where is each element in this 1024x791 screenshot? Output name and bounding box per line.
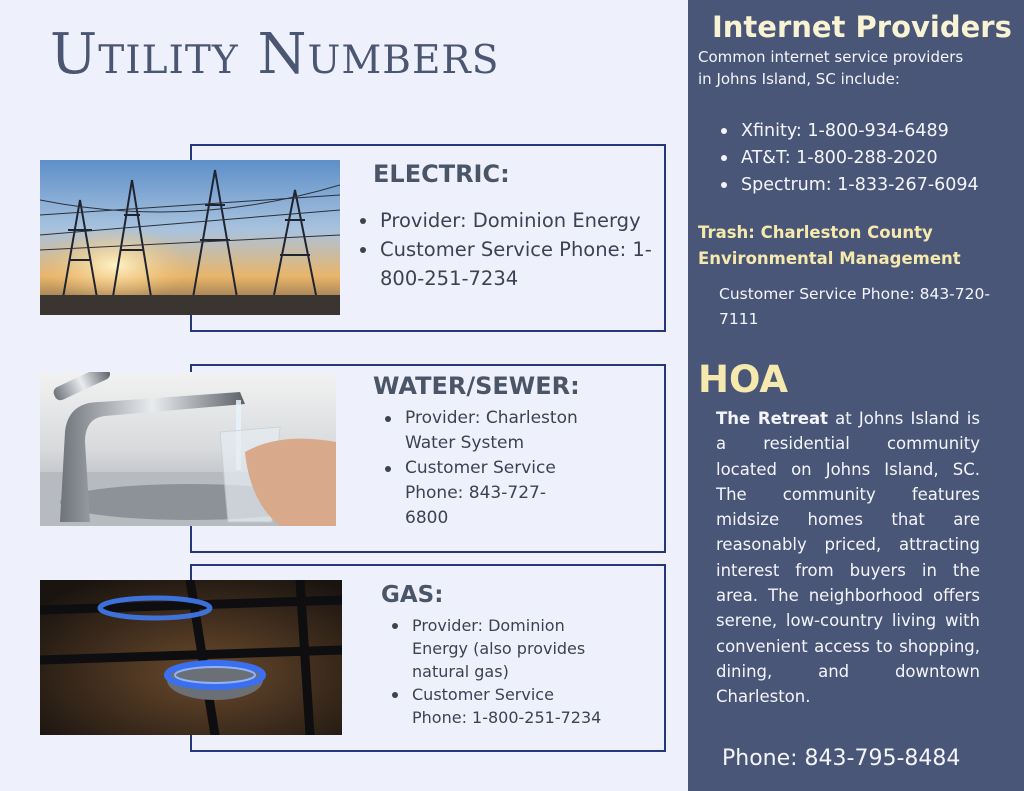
list-item: Customer Service Phone: 1-800-251-7234 [388,683,608,729]
list-item: Provider: Charleston Water System [381,406,581,456]
electric-list [356,206,656,293]
water-heading: WATER/SEWER: [373,372,580,400]
hoa-heading: HOA [698,358,789,401]
water-list [381,406,581,531]
gas-heading: GAS: [381,582,444,608]
list-item: AT&T: 1-800-288-2020 [720,145,979,172]
community-name: The Retreat [716,409,828,428]
faucet-image [40,372,336,526]
trash-phone: Customer Service Phone: 843-720-7111 [719,285,990,328]
list-item: Provider: Dominion Energy [356,206,656,235]
internet-heading: Internet Providers [712,10,1012,44]
hoa-phone: Phone: 843-795-8484 [722,746,961,771]
gas-stove-image [40,580,342,735]
list-item: Spectrum: 1-833-267-6094 [720,172,979,199]
list-item: Customer Service Phone: 843-727-6800 [381,456,581,531]
list-item: Xfinity: 1-800-934-6489 [720,118,979,145]
internet-provider-list [720,118,979,199]
page-title: Utility Numbers [50,22,500,87]
electric-heading: ELECTRIC: [373,160,510,188]
trash-heading: Trash: Charleston County Environmental Management [698,223,961,268]
sidebar [688,0,1024,791]
list-item: Customer Service Phone: 1-800-251-7234 [356,235,656,293]
internet-intro: Common internet service providers in Johns Island, SC include: [698,48,964,88]
hoa-description [716,406,980,710]
power-lines-image [40,160,340,315]
hoa-description-text: at Johns Island is a residential community located on Johns Island, SC. The community features midsize homes that are reasonably priced, attracting interest from buyers in the area. The neighborhood offers serene, low-country living with convenient access to shopping, dining, and downtown Charleston. [716,409,980,707]
list-item: Provider: Dominion Energy (also provides natural gas) [388,614,608,683]
gas-list [388,614,608,729]
